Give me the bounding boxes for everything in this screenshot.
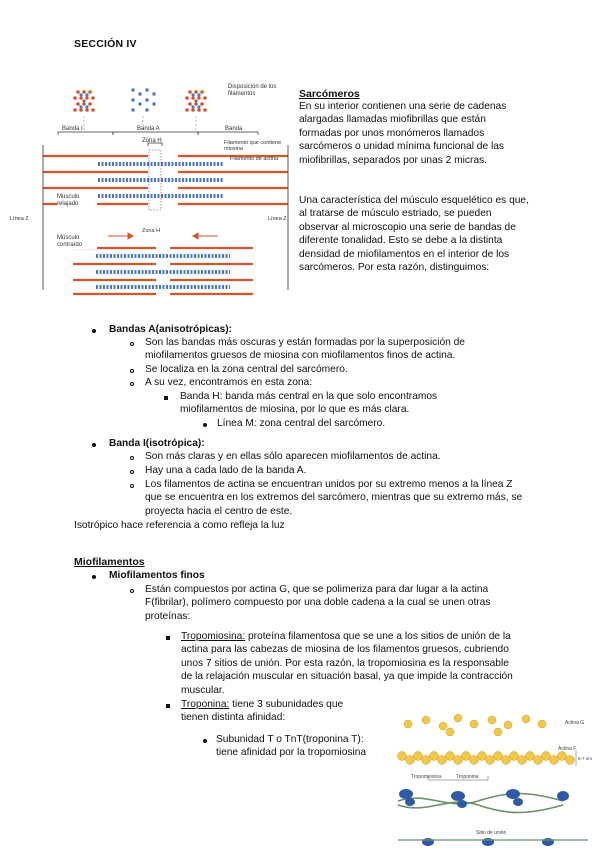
- troponina-text: tiene 3 subunidades que tienen distinta afinidad:: [181, 699, 344, 724]
- fig-label-relaxed: Músculo relajado: [57, 194, 97, 208]
- miofilamentos-finos-item-1: Están compuestos por actina G, que se polimeriza para dar lugar a la actina F(fibrilar), polímero compuesto por una doble cadena a la cual se unen otras proteínas:: [145, 584, 491, 622]
- bullet-dot: [203, 423, 207, 427]
- bullet-dot: [92, 575, 96, 579]
- section-heading: SECCIÓN IV: [74, 38, 137, 50]
- bullet-ring: [130, 484, 134, 488]
- sarcomeros-paragraph-2: Una característica del músculo esquelético es que, al tratarse de músculo estriado, se pueden observar al microscopio una serie de bandas de diferente tonalidad. Esto se debe a la distinta densidad de miofilamentos en el interior de los sarcómeros. Por esta razón, distinguimos:: [299, 195, 529, 274]
- fig-label-contracted: Músculo contraído: [57, 235, 97, 249]
- troponina-term: Troponina:: [181, 699, 230, 710]
- bandas-a-item-2: Se localiza en la zona central del sarcómero.: [145, 364, 348, 375]
- tropomiosina-text: proteína filamentosa que se une a los sitios de unión de la actina para las cabezas de miosina de los filamentos gruesos, cubriendo unos 7 sitios de unión. Por esta razón, la tropomiosina es la responsable de la relajación muscular en situación basal, ya que impide la contracción muscular.: [181, 631, 513, 696]
- bandas-i-item-3: Los filamentos de actina se encuentran unidos por su extremo menos a la línea Z que se encuentra en los extremos del sarcómero, mientras que su extremo más, se proyecta hacia el centro de este.: [145, 479, 523, 517]
- troponina-item: [181, 698, 371, 725]
- tropomiosina-term: Tropomiosina:: [181, 631, 246, 642]
- fig2-label-troponina: Troponina: [456, 774, 479, 780]
- fig-label-linea-z-left: Línea Z: [10, 216, 29, 222]
- miofilamentos-title: Miofilamentos: [74, 556, 145, 568]
- contracted-filaments: [73, 233, 253, 294]
- isotropico-note: Isotrópico hace referencia a como refleja la luz: [74, 520, 285, 531]
- actin-g-globules: [404, 714, 546, 736]
- fig2-label-tropomiosina: Tropomiosina: [411, 774, 442, 780]
- fig-label-linea-z-right: Línea Z: [268, 216, 287, 222]
- actin-f-chain: [398, 752, 575, 765]
- bullet-dot: [92, 443, 96, 447]
- fig-label-banda: Banda: [225, 126, 243, 132]
- fig-label-zona-h: Zona H: [142, 138, 162, 144]
- fig-label-banda-i: Banda I: [62, 126, 83, 132]
- bandas-a-title: Bandas A(anisotrópicas):: [109, 324, 233, 335]
- cross-section-3: [185, 90, 207, 112]
- sarcomere-figure: [38, 80, 298, 305]
- fig2-label-size: 5-7 nm: [578, 756, 593, 761]
- bandas-a-item-3: A su vez, encontramos en esta zona:: [145, 377, 313, 388]
- fig-label-banda-a: Banda A: [137, 126, 160, 132]
- bandas-a-linea-m: Línea M: zona central del sarcómero.: [217, 418, 386, 429]
- bullet-ring: [130, 456, 134, 460]
- bullet-ring: [130, 342, 134, 346]
- bullet-ring: [130, 369, 134, 373]
- cross-section-1: [73, 90, 95, 112]
- bandas-a-item-1: Son las bandas más oscuras y están formadas por la superposición de miofilamentos gruesos de miosina con miofilamentos finos de actina.: [145, 337, 465, 362]
- fig2-label-actin-g: Actina G: [565, 720, 585, 726]
- fig-label-disposition: Disposición de los filamentos: [228, 84, 277, 97]
- fig2-label-bottom: Sitio de unión: [476, 830, 507, 836]
- fig-label-zona-h2: Zona H: [142, 228, 161, 234]
- bandas-i-item-1: Son más claras y en ellas sólo aparecen miofilamentos de actina.: [145, 451, 441, 462]
- bullet-dot: [203, 739, 207, 743]
- bandas-i-title: Banda I(isotrópica):: [109, 438, 205, 449]
- bullet-square: [166, 636, 170, 640]
- cross-section-2: [131, 88, 155, 111]
- bullet-ring: [130, 382, 134, 386]
- bandas-a-banda-h: Banda H: banda más central en la que solo encontramos miofilamentos de miosina, por lo que es más clara.: [180, 391, 438, 416]
- bullet-ring: [130, 589, 134, 593]
- sarcomeros-paragraph-1: En su interior contienen una serie de cadenas alargadas llamadas miofibrillas que están formadas por unos monómeros llamados sarcómeros o unidad mínima funcional de las miofibrillas, separados por unas 2 micras.: [299, 101, 507, 166]
- bullet-square: [164, 396, 168, 400]
- tropomyosin-strands: [398, 794, 563, 813]
- fig-label-thick: Filamento de actina: [230, 156, 278, 162]
- bullet-square: [166, 704, 170, 708]
- tropomiosina-item: [181, 630, 521, 697]
- sarcomeros-title: Sarcómeros: [299, 88, 360, 100]
- fig2-label-actin-f: Actina F: [558, 746, 577, 752]
- bullet-dot: [92, 329, 96, 333]
- fig-label-thin: Filamento que contiene miosina: [224, 140, 282, 152]
- miofilamentos-finos-title: Miofilamentos finos: [109, 570, 205, 581]
- bullet-ring: [130, 470, 134, 474]
- subunidad-t-item: Subunidad T o TnT(troponina T): tiene afinidad por la tropomiosina: [216, 734, 367, 759]
- bandas-i-item-2: Hay una a cada lado de la banda A.: [145, 465, 307, 476]
